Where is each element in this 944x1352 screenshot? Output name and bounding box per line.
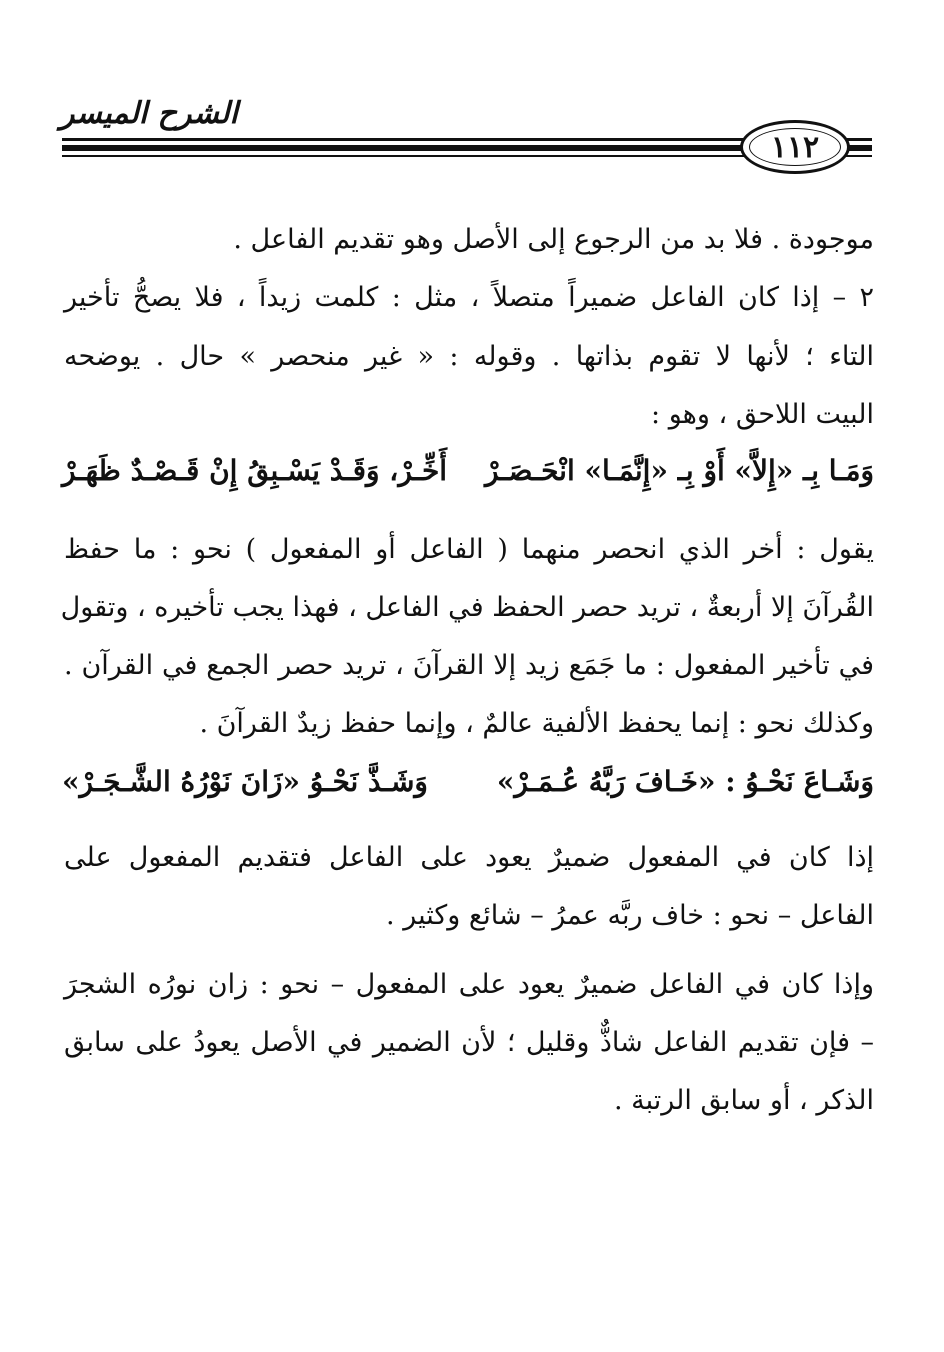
verse-hemistich: أَخِّـرْ، وَقَـدْ يَسْـبِقُ إِنْ قَـصْـدٌ ظَهَـرْ <box>62 454 448 487</box>
verse-hemistich: وَمَـا بِـ «إِلاَّ» أَوْ بِـ «إِنَّمَـا» انْحَـصَـرْ <box>484 454 874 487</box>
text-line: الذكر ، أو سابق الرتبة . <box>613 1085 874 1116</box>
verse-hemistich: وَشَـاعَ نَحْـوُ : «خَـافَ رَبَّهُ عُـمَـرْ» <box>496 765 874 798</box>
verse-line <box>62 450 874 492</box>
text-line: يقول : أخر الذي انحصر منهما ( الفاعل أو المفعول ) نحو : ما حفظ <box>64 534 874 565</box>
verse-hemistich: وَشَـذَّ نَحْـوُ «زَانَ نَوْرُهُ الشَّـجَـرْ» <box>62 765 428 798</box>
book-title: الشرح الميسر <box>60 96 238 131</box>
text-line: – فإن تقديم الفاعل شاذٌّ وقليل ؛ لأن الضمير في الأصل يعودُ على سابق <box>64 1027 874 1058</box>
text-line: وكذلك نحو : إنما يحفظ الألفية عالمٌ ، وإنما حفظ زيدٌ القرآنَ . <box>199 708 874 739</box>
text-line: ٢ – إذا كان الفاعل ضميراً متصلاً ، مثل : كلمت زيداً ، فلا يصحُّ تأخير <box>64 282 874 313</box>
text-line: الفاعل – نحو : خاف ربَّه عمرُ – شائع وكثير . <box>386 900 874 931</box>
page-number-badge <box>740 120 850 174</box>
text-line: البيت اللاحق ، وهو : <box>651 399 874 430</box>
verse-line <box>62 761 874 803</box>
text-line: إذا كان في المفعول ضميرٌ يعود على الفاعل فتقديم المفعول على <box>64 842 874 873</box>
text-line: القُرآنَ إلا أربعةٌ ، تريد حصر الحفظ في الفاعل ، فهذا يجب تأخيره ، وتقول <box>60 592 874 623</box>
text-line: موجودة . فلا بد من الرجوع إلى الأصل وهو تقديم الفاعل . <box>233 224 874 255</box>
text-line: وإذا كان في الفاعل ضميرٌ يعود على المفعول – نحو : زان نورُه الشجرَ <box>64 969 874 1000</box>
text-line: في تأخير المفعول : ما جَمَع زيد إلا القرآنَ ، تريد حصر الجمع في القرآن . <box>64 650 874 681</box>
text-line: التاء ؛ لأنها لا تقوم بذاتها . وقوله : « غير منحصر » حال . يوضحه <box>64 341 874 372</box>
page-number: ١١٢ <box>770 129 820 165</box>
